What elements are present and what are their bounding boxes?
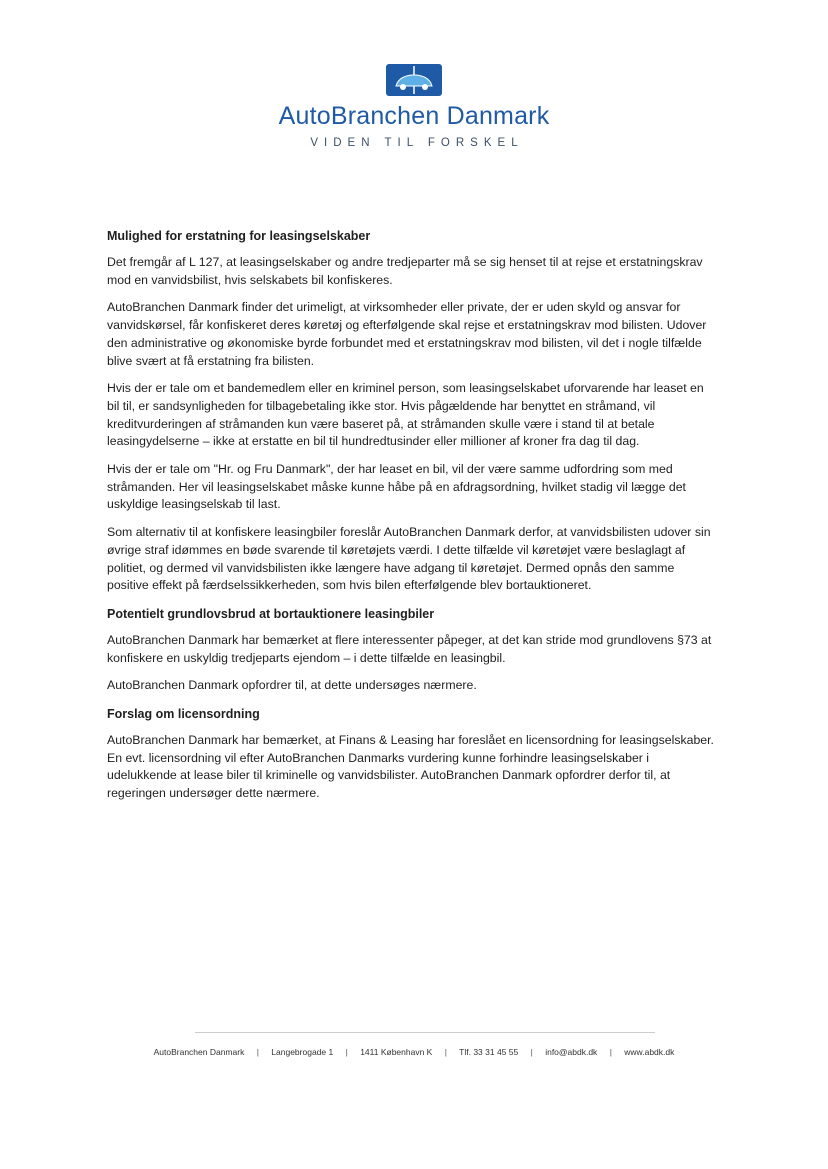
paragraph: AutoBranchen Danmark har bemærket, at Finans & Leasing har foreslået en licensordning for leasingselskaber. En evt. licensordning vil efter AutoBranchen Danmarks vurdering kunne forhindre leasingselskaber i udelukkende at lease biler til kriminelle og vanvidsbilister. AutoBranchen Danmark opfordrer derfor til, at regeringen undersøger dette nærmere. [107,733,714,801]
footer-separator: | [256,1047,259,1057]
section-heading: Mulighed for erstatning for leasingselskaber [107,229,371,243]
paragraph: Hvis der er tale om "Hr. og Fru Danmark", der har leaset en bil, vil der være samme udfordring som med stråmanden. Her vil leasingselskabet måske kunne håbe på en afdragsordning, hvilket stadig vil lægge det uskyldige leasingselskab til last. [107,462,686,512]
paragraph: AutoBranchen Danmark har bemærket at flere interessenter påpeger, at det kan stride mod grundlovens §73 at konfiskere en uskyldig tredjeparts ejendom – i dette tilfælde en leasingbil. [107,632,712,665]
footer-separator: | [609,1047,612,1057]
paragraph: AutoBranchen Danmark opfordrer til, at dette undersøges nærmere. [107,678,477,693]
car-logo-icon [384,62,444,98]
footer-separator: | [444,1047,447,1057]
letterhead [0,62,828,149]
footer-website-link[interactable]: www.abdk.dk [624,1047,675,1057]
footer-company: AutoBranchen Danmark [153,1047,245,1057]
footer-divider [195,1032,655,1033]
paragraph: Det fremgår af L 127, at leasingselskaber og andre tredjeparter må se sig henset til at rejse et erstatningskrav mod en vanvidsbilist, hvis selskabets bil konfiskeres. [107,255,703,287]
footer [0,1047,828,1057]
paragraph: Som alternativ til at konfiskere leasingbiler foreslår AutoBranchen Danmark derfor, at vanvidsbilisten udover sin øvrige straf idømmes en bøde svarende til køretøjets værdi. I dette tilfælde vil køretøjet være beslaglagt af politiet, og dermed vil vanvidsbilisten ikke længere have adgang til køretøjet. Dermed opnås den samme positive effekt på færdselssikkerheden, som hvis bilen efterfølgende blev bortauktioneret. [107,525,711,593]
footer-city: 1411 København K [360,1047,433,1057]
footer-phone: Tlf. 33 31 45 55 [459,1047,519,1057]
document-body [107,227,719,813]
footer-email-link[interactable]: info@abdk.dk [545,1047,598,1057]
brand-tagline: VIDEN TIL FORSKEL [310,137,524,149]
footer-separator: | [530,1047,533,1057]
paragraph: AutoBranchen Danmark finder det urimeligt, at virksomheder eller private, der er uden skyld og ansvar for vanvidskørsel, får konfiskeret deres køretøj og efterfølgende skal rejse et erstatningskrav mod bilisten. Udover den administrative og økonomiske byrde forbundet med et erstatningskrav mod bilisten, vil det i nogle tilfælde blive svært at få erstatning fra bilisten. [107,300,707,368]
paragraph: Hvis der er tale om et bandemedlem eller en kriminel person, som leasingselskabet uforvarende har leaset en bil til, er sandsynligheden for tilbagebetaling ikke stor. Hvis pågældende har benyttet en stråmand, vil kreditvurderingen af stråmanden kun være baseret på, at stråmanden skulle være i stand til at betale leasingydelserne – ikke at erstatte en bil til hundredtusinder eller millioner af kroner fra dag til dag. [107,381,704,449]
footer-separator: | [345,1047,348,1057]
section-heading: Potentielt grundlovsbrud at bortauktionere leasingbiler [107,606,435,621]
brand-name: AutoBranchen Danmark [278,102,550,130]
footer-street: Langebrogade 1 [271,1047,334,1057]
section-heading: Forslag om licensordning [107,707,260,722]
